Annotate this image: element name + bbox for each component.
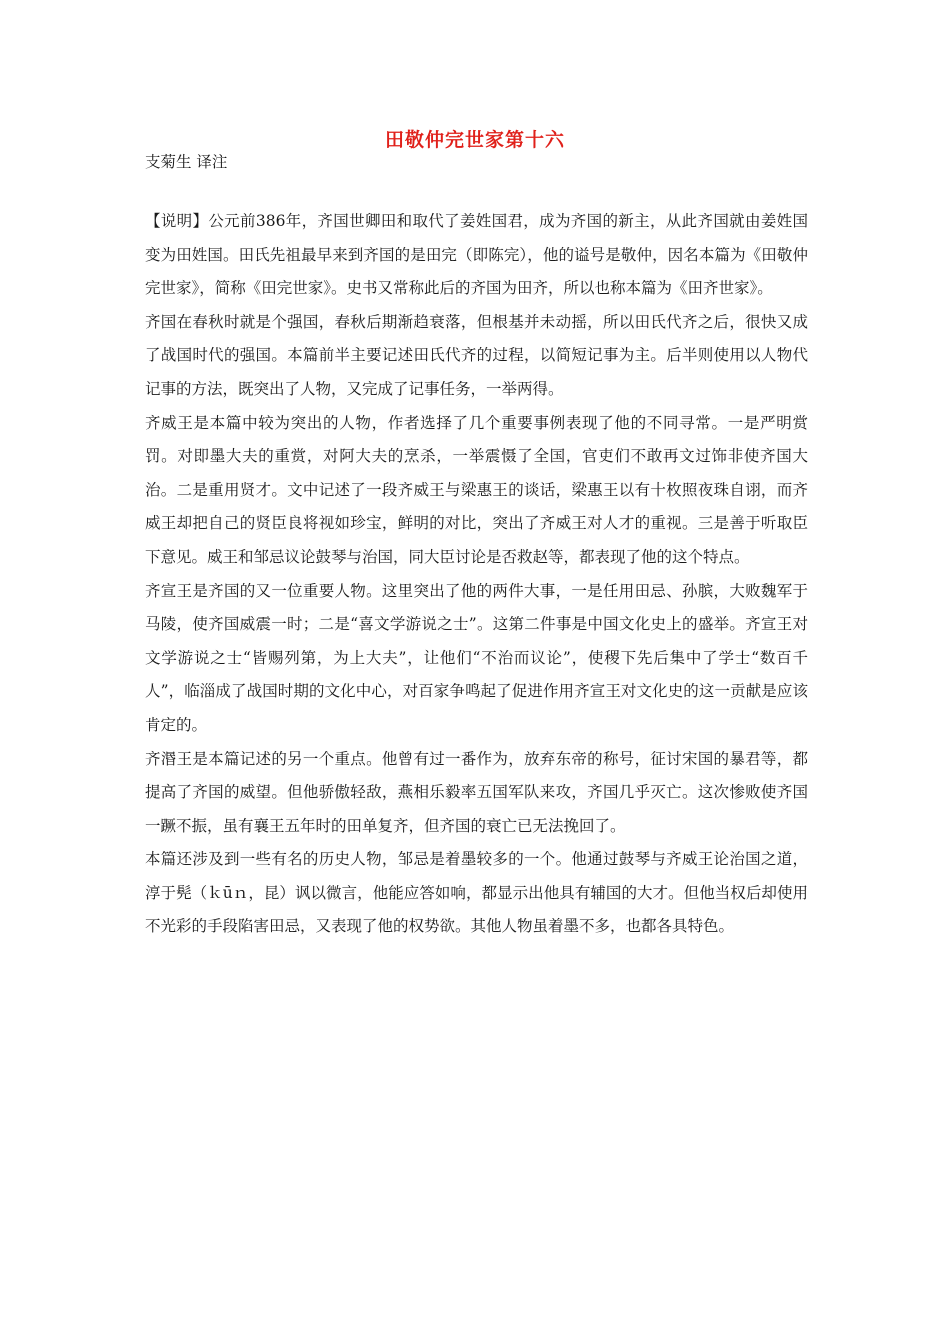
paragraph-other-figures: 本篇还涉及到一些有名的历史人物，邹忌是着墨较多的一个。他通过鼓琴与齐威王论治国之道，淳于髡（ｋūｎ，昆）讽以微言，他能应答如响，都显示出他具有辅国的大才。但他当权后却使用不光彩的手段陷害田忌，又表现了他的权势欲。其他人物虽着墨不多，也都各具特色。	[145, 850, 808, 936]
document-author: 支菊生 译注	[145, 153, 228, 171]
paragraph-king-wei: 齐威王是本篇中较为突出的人物，作者选择了几个重要事例表现了他的不同寻常。一是严明赏罚。对即墨大夫的重赏，对阿大夫的烹杀，一举震慑了全国，官吏们不敢再文过饰非使齐国大治。二是重用贤才。文中记述了一段齐威王与梁惠王的谈话，梁惠王以有十枚照夜珠自诩，而齐威王却把自己的贤臣良将视如珍宝，鲜明的对比，突出了齐威王对人才的重视。三是善于听取臣下意见。威王和邹忌议论鼓琴与治国，同大臣讨论是否救赵等，都表现了他的这个特点。	[145, 413, 808, 566]
paragraph-intro: 【说明】公元前386年，齐国世卿田和取代了姜姓国君，成为齐国的新主，从此齐国就由姜姓国变为田姓国。田氏先祖最早来到齐国的是田完（即陈完），他的谥号是敬仲，因名本篇为《田敬仲完世家》，简称《田完世家》。史书又常称此后的齐国为田齐，所以也称本篇为《田齐世家》。	[145, 212, 808, 298]
document-body	[145, 205, 808, 944]
document-title: 田敬仲完世家第十六	[384, 129, 565, 151]
paragraph-king-min: 齐湣王是本篇记述的另一个重点。他曾有过一番作为，放弃东帝的称号，征讨宋国的暴君等，都提高了齐国的威望。但他骄傲轻敌，燕相乐毅率五国军队来攻，齐国几乎灭亡。这次惨败使齐国一蹶不振，虽有襄王五年时的田单复齐，但齐国的衰亡已无法挽回了。	[145, 749, 808, 835]
paragraph-king-xuan: 齐宣王是齐国的又一位重要人物。这里突出了他的两件大事，一是任用田忌、孙膑，大败魏军于马陵，使齐国威震一时；二是“喜文学游说之士”。这第二件事是中国文化史上的盛举。齐宣王对文学游说之士“皆赐列第，为上大夫”，让他们“不治而议论”，使稷下先后集中了学士“数百千人”，临淄成了战国时期的文化中心，对百家争鸣起了促进作用齐宣王对文化史的这一贡献是应该肯定的。	[145, 581, 808, 734]
paragraph-qi-state: 齐国在春秋时就是个强国，春秋后期渐趋衰落，但根基并未动摇，所以田氏代齐之后，很快又成了战国时代的强国。本篇前半主要记述田氏代齐的过程，以简短记事为主。后半则使用以人物代记事的方法，既突出了人物，又完成了记事任务，一举两得。	[145, 312, 808, 398]
